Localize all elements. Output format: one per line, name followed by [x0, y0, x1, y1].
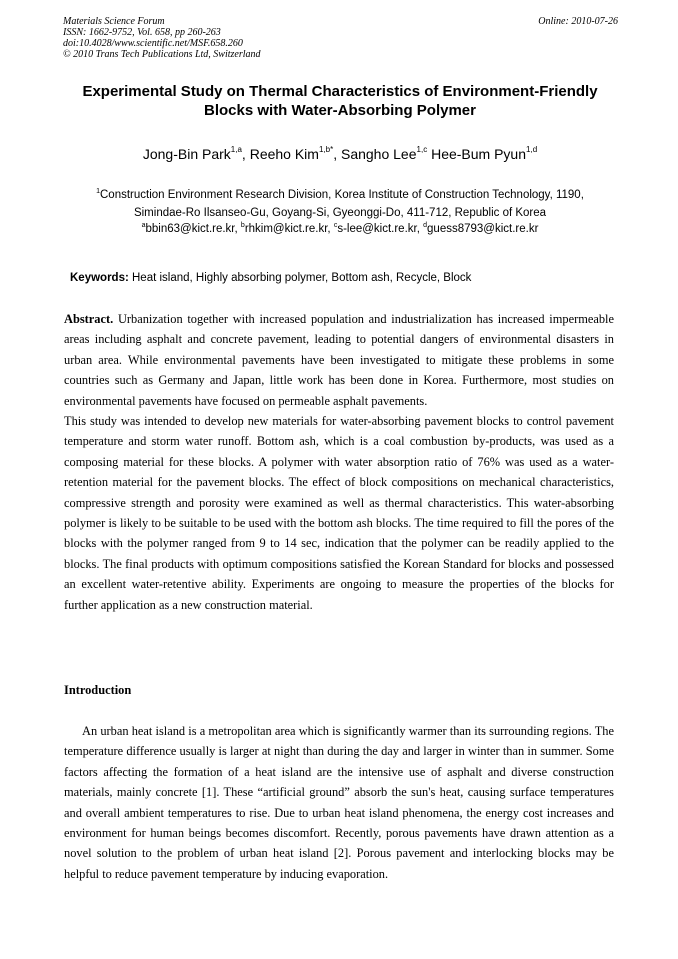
- abstract-paragraph-1: [64, 309, 614, 411]
- email-mark: d: [423, 222, 428, 229]
- issn-line: ISSN: 1662-9752, Vol. 658, pp 260-263: [63, 27, 221, 38]
- author: [431, 146, 537, 162]
- author-affil-mark: 1,c: [416, 145, 428, 154]
- email-address: guess8793@kict.re.kr: [427, 223, 539, 235]
- affiliation: [40, 186, 640, 238]
- email-mark: c: [333, 222, 338, 229]
- affiliation-line-2: Simindae-Ro Ilsanseo-Gu, Goyang-Si, Gyeonggi-Do, 411-712, Republic of Korea: [133, 207, 547, 219]
- author-name: Sangho Lee: [340, 146, 417, 162]
- email[interactable]: [142, 223, 235, 235]
- doi-line[interactable]: doi:10.4028/www.scientific.net/MSF.658.260: [63, 38, 243, 49]
- journal-header: [63, 16, 618, 60]
- affiliation-text: Construction Environment Research Division, Korea Institute of Construction Technology, 1190,: [100, 189, 584, 201]
- author-affil-mark: 1,b*: [318, 145, 334, 154]
- author-separator: ,: [333, 146, 341, 162]
- introduction-paragraph-1: An urban heat island is a metropolitan area which is significantly warmer than its surrounding regions. The temperature difference usually is larger at night than during the day and larger in winter than in summer. Some factors affecting the formation of a heat island are the intensive use of asphalt and diverse construction materials, mainly concrete [1]. These “artificial ground” absorb the sun's heat, causing surface temperatures and overall ambient temperatures to rise. Due to urban heat island phenomena, the energy cost increases and environment for human beings becomes discomfort. Recently, porous pavements have drawn attention as a novel solution to the problem of urban heat island [2]. Porous pavement and interlocking blocks may be helpful to reduce pavement temperature by inducing evaporation.: [64, 724, 614, 881]
- section-heading-introduction: Introduction: [64, 683, 132, 697]
- email-mark: b: [240, 222, 245, 229]
- email-address: bbin63@kict.re.kr: [145, 223, 235, 235]
- journal-name: Materials Science Forum: [63, 16, 165, 27]
- author-list: [40, 145, 640, 163]
- abstract-paragraph-2: This study was intended to develop new materials for water-absorbing pavement blocks to control pavement temperature and storm water runoff. Bottom ash, which is a coal combustion by-products, was used as a composing material for these blocks. A polymer with water absorption ratio of 76% was used as a water-retention material for the pavement blocks. The effect of block compositions on mechanical characteristics, compressive strength and porosity were examined as well as thermal characteristics. This water-absorbing polymer is likely to be suitable to be used with the bottom ash blocks. The time required to fill the pores of the blocks with the polymer ranged from 9 to 14 sec, indication that the polymer can be readily applied to the blocks. The final products with optimum compositions satisfied the Korean Standard for blocks and possessed an excellent water-retentive ability. Experiments are ongoing to measure the properties of the blocks for further application as a new construction material.: [64, 414, 614, 612]
- email[interactable]: [334, 223, 417, 235]
- email[interactable]: [241, 223, 328, 235]
- author-affil-mark: 1,d: [526, 145, 538, 154]
- abstract-label: Abstract.: [64, 312, 114, 326]
- email-separator: ,: [416, 223, 424, 235]
- keywords-label: Keywords:: [70, 272, 129, 284]
- keywords-text: Heat island, Highly absorbing polymer, Bottom ash, Recycle, Block: [132, 272, 472, 284]
- email-address: s-lee@kict.re.kr: [337, 223, 417, 235]
- author-name: Hee-Bum Pyun: [431, 146, 527, 162]
- email-mark: a: [141, 222, 146, 229]
- email-list: [40, 220, 640, 238]
- title-line-1: Experimental Study on Thermal Characteristics of Environment-Friendly: [82, 83, 598, 100]
- email[interactable]: [423, 223, 538, 235]
- author-affil-mark: 1,a: [230, 145, 242, 154]
- author: [250, 146, 334, 162]
- author-separator: ,: [241, 146, 250, 162]
- paper-title: [40, 82, 640, 120]
- author: [341, 146, 427, 162]
- abstract-section: [64, 309, 614, 615]
- author-name: Reeho Kim: [249, 146, 319, 162]
- introduction-section: [64, 721, 614, 884]
- author-name: Jong-Bin Park: [142, 146, 231, 162]
- email-separator: ,: [327, 223, 334, 235]
- affiliation-line-1: [40, 186, 640, 204]
- title-line-2: Blocks with Water-Absorbing Polymer: [204, 102, 476, 119]
- affiliation-mark: 1: [96, 188, 100, 195]
- keywords: [70, 270, 630, 286]
- email-separator: ,: [234, 223, 241, 235]
- online-date: Online: 2010-07-26: [538, 16, 618, 27]
- copyright-line: © 2010 Trans Tech Publications Ltd, Switzerland: [63, 49, 261, 60]
- email-address: rhkim@kict.re.kr: [244, 223, 328, 235]
- author: [143, 146, 242, 162]
- abstract-text: Urbanization together with increased population and industrialization has increased impermeable areas including asphalt and concrete pavement, leading to potential dangers of environmental disasters in urban area. While environmental pavements have been investigated to mitigate these problems in some countries such as Germany and Japan, little work has been done in Korea. Furthermore, most studies on environmental pavements have focused on permeable asphalt pavements.: [64, 312, 614, 408]
